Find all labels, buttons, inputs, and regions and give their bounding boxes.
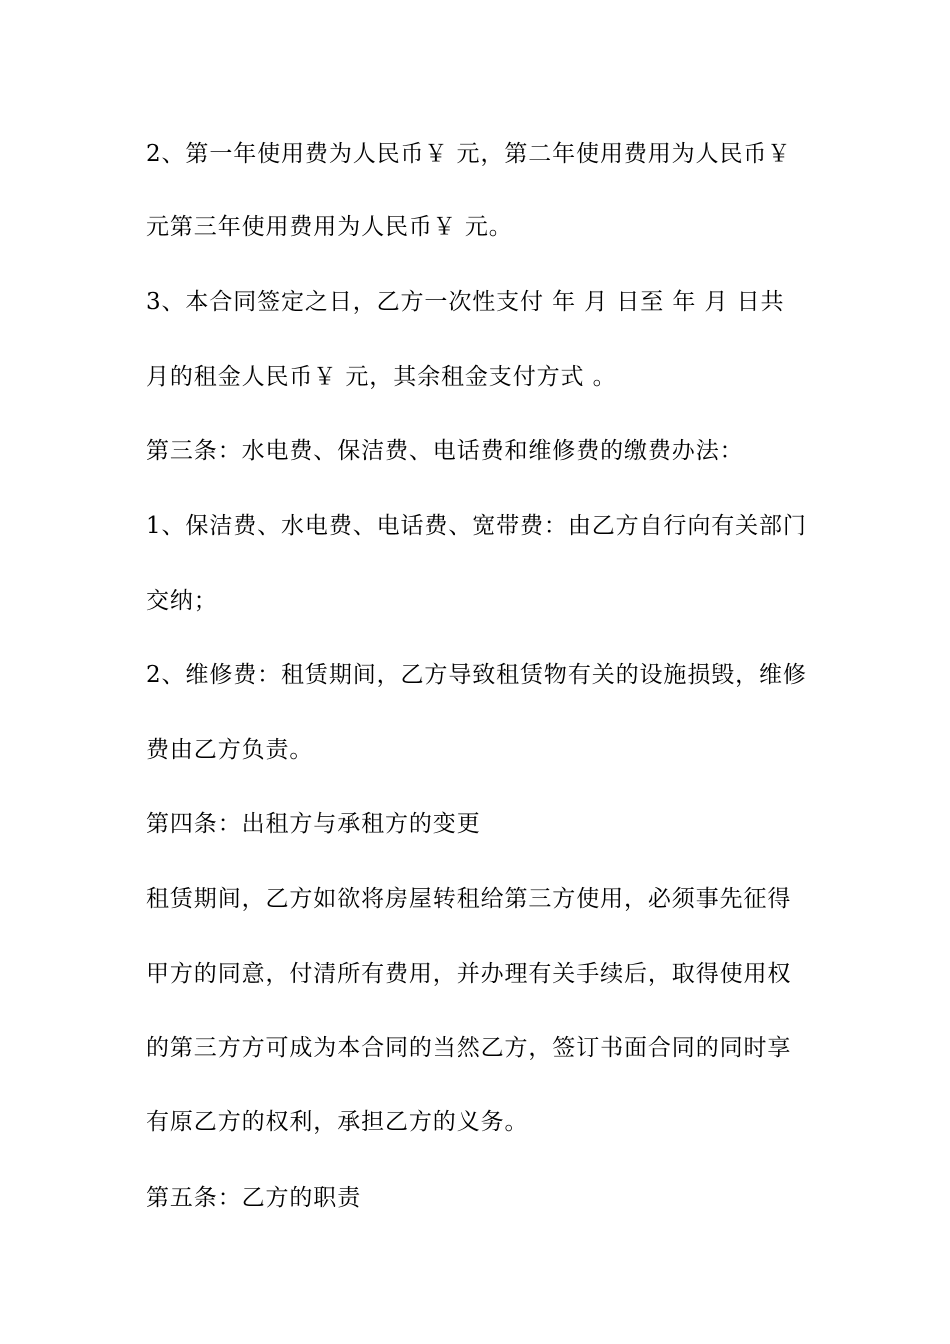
text-line-repair-fees: 2、维修费：租赁期间，乙方导致租赁物有关的设施损毁，维修 <box>146 662 807 688</box>
section-heading-article-three: 第三条：水电费、保洁费、电话费和维修费的缴费办法： <box>146 438 744 464</box>
text-line-initial-payment: 3、本合同签定之日，乙方一次性支付 年 月 日至 年 月 日共 <box>146 289 785 315</box>
text-line-repair-fees-cont: 费由乙方负责。 <box>146 737 314 763</box>
section-heading-article-five: 第五条：乙方的职责 <box>146 1185 362 1211</box>
text-line-sublease-4: 有原乙方的权利，承担乙方的义务。 <box>146 1109 529 1135</box>
text-line-utility-fees-cont: 交纳； <box>146 588 218 614</box>
text-line-sublease-2: 甲方的同意，付清所有费用，并办理有关手续后，取得使用权 <box>146 961 792 987</box>
text-line-payment-year-three: 元第三年使用费用为人民币￥ 元。 <box>146 214 513 240</box>
text-line-sublease-3: 的第三方方可成为本合同的当然乙方，签订书面合同的同时享 <box>146 1035 792 1061</box>
text-line-utility-fees: 1、保洁费、水电费、电话费、宽带费：由乙方自行向有关部门 <box>146 513 807 539</box>
text-line-sublease-1: 租赁期间，乙方如欲将房屋转租给第三方使用，必须事先征得 <box>146 886 792 912</box>
section-heading-article-four: 第四条：出租方与承租方的变更 <box>146 811 481 837</box>
text-line-rent-method: 月的租金人民币￥ 元，其余租金支付方式 。 <box>146 364 617 390</box>
text-line-payment-years: 2、第一年使用费为人民币￥ 元，第二年使用费用为人民币￥ <box>146 141 792 167</box>
